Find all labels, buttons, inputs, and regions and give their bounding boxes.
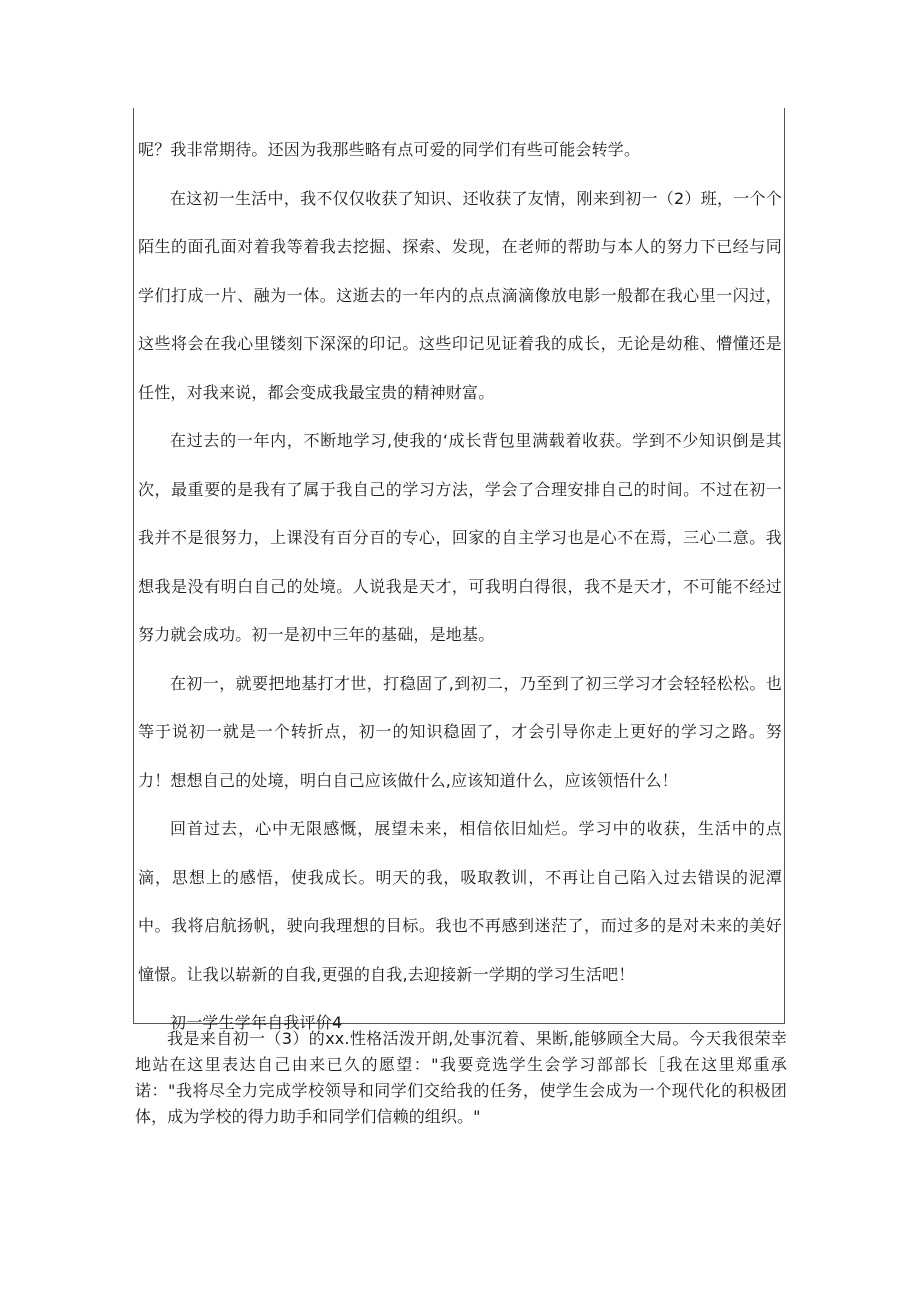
text-box [133,108,785,1032]
paragraph-campaign-speech: 我是来自初一（3）的xx.性格活泼开朗,处事沉着、果断,能够顾全大局。今天我很荣幸地站在这里表达自己由来已久的愿望："我要竞选学生会学习部部长［我在这里郑重承诺："我将尽全力完成学校领导和同学们交给我的任务，使学生会成为一个现代化的积极团体，成为学校的得力助手和同学们信赖的组织。" [135,1029,787,1126]
paragraph-foundation: 在初一，就要把地基打才世，打稳固了,到初二，乃至到了初三学习才会轻轻松松。也等于说初一就是一个转折点，初一的知识稳固了，才会引导你走上更好的学习之路。努力！想想自己的处境，明白自己应该做什么,应该知道什么，应该领悟什么！ [138,673,782,790]
outside-text [135,1026,787,1130]
section-heading: 初一学生学年自我评价4 [170,1013,343,1032]
paragraph-continuation: 呢？我非常期待。还因为我那些略有点可爱的同学们有些可能会转学。 [138,140,641,159]
paragraph-reflection: 回首过去，心中无限感慨，展望未来，相信依旧灿烂。学习中的收获，生活中的点滴，思想上的感悟，使我成长。明天的我，吸取教训，不再让自己陷入过去错误的泥潭中。我将启航扬帆，驶向我理想的目标。我也不再感到迷茫了，而过多的是对未来的美好憧憬。让我以崭新的自我,更强的自我,去迎接新一学期的学习生活吧！ [138,819,782,984]
paragraph-learning: 在过去的一年内，不断地学习,使我的‘成长背包里满载着收获。学到不少知识倒是其次，最重要的是我有了属于我自己的学习方法，学会了合理安排自己的时间。不过在初一我并不是很努力，上课没有百分百的专心，回家的自主学习也是心不在焉，三心二意。我想我是没有明白自己的处境。人说我是天才，可我明白得很，我不是天才，不可能不经过努力就会成功。初一是初中三年的基础，是地基。 [138,431,782,644]
paragraph-friendship: 在这初一生活中，我不仅仅收获了知识、还收获了友情，刚来到初一（2）班，一个个陌生的面孔面对着我等着我去挖掘、探索、发现，在老师的帮助与本人的努力下已经与同学们打成一片、融为一体。这逝去的一年内的点点滴滴像放电影一般都在我心里一闪过，这些将会在我心里镂刻下深深的印记。这些印记见证着我的成长，无论是幼稚、懵懂还是任性，对我来说，都会变成我最宝贵的精神财富。 [138,188,782,402]
text-box-content [138,126,782,1048]
